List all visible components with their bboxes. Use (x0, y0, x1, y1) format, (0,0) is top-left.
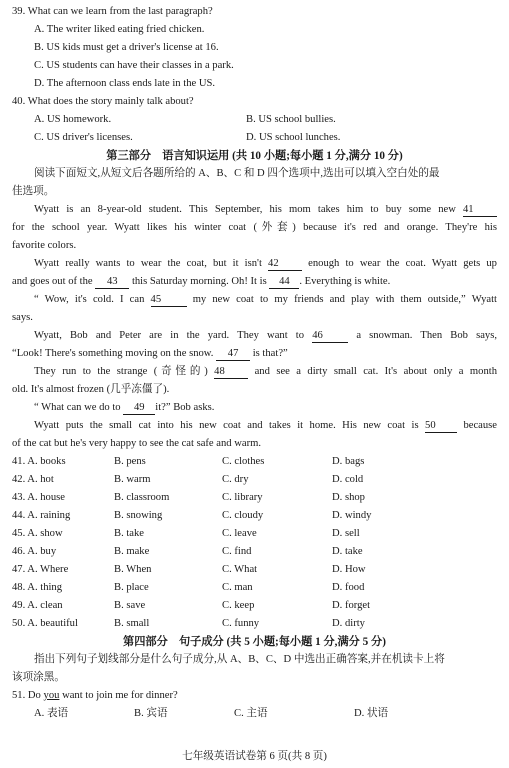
passage-line-3: favorite colors. (12, 240, 77, 251)
choice-44-b[interactable]: B. snowing (114, 510, 163, 521)
choice-45-b[interactable]: B. take (114, 528, 145, 539)
passage-text: enough to wear the coat. Wyatt gets up (308, 258, 497, 269)
choice-row-41 (12, 453, 497, 471)
choice-41-a[interactable]: 41. A. books (12, 456, 66, 467)
passage-text: . Everything is white. (299, 276, 391, 287)
passage-text: “ What can we do to (34, 402, 121, 413)
choice-48-c[interactable]: C. man (222, 582, 253, 593)
passage-line-6 (12, 291, 497, 309)
question-51-number: 51. (12, 690, 26, 701)
section-4-title: 第四部分 句子成分 (共 5 小题;每小题 1 分,满分 5 分) (123, 636, 386, 648)
section-4-instructions-line-1: 指出下列句子划线部分是什么句子成分,从 A、B、C、D 中选出正确答案,并在机读卡上将 (34, 654, 445, 665)
choices-table (12, 453, 497, 633)
blank-43: 43 (95, 275, 129, 289)
blank-47: 47 (216, 347, 250, 361)
blank-44: 44 (269, 275, 299, 289)
choice-46-c[interactable]: C. find (222, 546, 252, 557)
passage-line-4 (12, 255, 497, 273)
question-40-option-b[interactable]: B. US school bullies. (246, 114, 336, 125)
choice-42-a[interactable]: 42. A. hot (12, 474, 54, 485)
passage-text: and goes out of the (12, 276, 93, 287)
choice-47-c[interactable]: C. What (222, 564, 258, 575)
passage-line-5 (12, 273, 497, 291)
blank-42: 42 (268, 257, 302, 271)
choice-42-d[interactable]: D. cold (332, 474, 364, 485)
choice-48-d[interactable]: D. food (332, 582, 365, 593)
blank-46: 46 (312, 329, 348, 343)
question-51-stem (12, 687, 497, 705)
choice-43-a[interactable]: 43. A. house (12, 492, 65, 503)
choice-47-b[interactable]: B. When (114, 564, 152, 575)
section-4-instructions-line-2: 该项涂黑。 (12, 672, 65, 683)
choice-41-d[interactable]: D. bags (332, 456, 365, 467)
blank-49: 49 (123, 401, 155, 415)
question-51-option-a[interactable]: A. 表语 (34, 708, 69, 719)
choice-48-b[interactable]: B. place (114, 582, 149, 593)
choice-42-c[interactable]: C. dry (222, 474, 249, 485)
blank-50: 50 (425, 419, 457, 433)
choice-50-b[interactable]: B. small (114, 618, 150, 629)
question-40-options-row-1 (12, 111, 497, 129)
choice-47-a[interactable]: 47. A. Where (12, 564, 69, 575)
question-51-options (12, 705, 497, 723)
passage-line-9 (12, 345, 497, 363)
choice-row-49 (12, 597, 497, 615)
choice-row-43 (12, 489, 497, 507)
question-51-text: want to join me for dinner? (62, 690, 178, 701)
choice-row-45 (12, 525, 497, 543)
choice-row-50 (12, 615, 497, 633)
passage-line-12 (12, 399, 497, 417)
question-40-option-a[interactable]: A. US homework. (34, 114, 112, 125)
passage-text: They run to the strange (奇怪的) (34, 366, 208, 377)
choice-43-c[interactable]: C. library (222, 492, 263, 503)
passage-line-11: old. It's almost frozen (几乎冻僵了). (12, 384, 170, 395)
choice-50-c[interactable]: C. funny (222, 618, 260, 629)
passage-text: “ Wow, it's cold. I can (34, 294, 145, 305)
passage-text: Wyatt, Bob and Peter are in the yard. They want to (34, 330, 305, 341)
question-40-options-row-2 (12, 129, 497, 147)
choice-45-a[interactable]: 45. A. show (12, 528, 63, 539)
passage-text: Wyatt puts the small cat into his new coat and takes it home. His new coat is (34, 420, 419, 431)
choice-44-c[interactable]: C. cloudy (222, 510, 264, 521)
section-3-instructions-line-2: 佳选项。 (12, 186, 55, 197)
passage-line-8 (12, 327, 497, 345)
passage-text: Wyatt is an 8-year-old student. This September, his mom takes him to buy some new (34, 204, 456, 215)
question-51-option-b[interactable]: B. 宾语 (134, 708, 168, 719)
choice-44-d[interactable]: D. windy (332, 510, 372, 521)
question-39-option-b[interactable]: B. US kids must get a driver's license at 16. (34, 42, 219, 53)
choice-50-d[interactable]: D. dirty (332, 618, 365, 629)
question-39-stem: 39. What can we learn from the last paragraph? (12, 6, 213, 17)
passage-text: this Saturday morning. Oh! It is (131, 276, 267, 287)
blank-41: 41 (463, 203, 497, 217)
passage-line-2: for the school year. Wyatt likes his winter coat (外套) because it's red and orange. They're his (12, 222, 497, 233)
passage-line-1 (12, 201, 497, 219)
choice-row-44 (12, 507, 497, 525)
passage-text: my new coat to my friends and play with them outside,” Wyatt (192, 294, 497, 305)
choice-48-a[interactable]: 48. A. thing (12, 582, 63, 593)
question-40-option-c[interactable]: C. US driver's licenses. (34, 132, 133, 143)
choice-46-b[interactable]: B. make (114, 546, 150, 557)
section-3-title: 第三部分 语言知识运用 (共 10 小题;每小题 1 分,满分 10 分) (106, 150, 403, 162)
choice-45-c[interactable]: C. leave (222, 528, 257, 539)
blank-48: 48 (214, 365, 248, 379)
passage-line-7: says. (12, 312, 33, 323)
choice-50-a[interactable]: 50. A. beautiful (12, 618, 78, 629)
passage-text: is that?” (252, 348, 288, 359)
choice-44-a[interactable]: 44. A. raining (12, 510, 71, 521)
passage-line-14: of the cat but he's very happy to see the cat safe and warm. (12, 438, 261, 449)
choice-41-c[interactable]: C. clothes (222, 456, 265, 467)
choice-row-48 (12, 579, 497, 597)
choice-49-a[interactable]: 49. A. clean (12, 600, 63, 611)
question-40-stem: 40. What does the story mainly talk about? (12, 96, 194, 107)
choice-46-d[interactable]: D. take (332, 546, 363, 557)
question-39-option-d[interactable]: D. The afternoon class ends late in the US. (34, 78, 216, 89)
question-40-option-d[interactable]: D. US school lunches. (246, 132, 341, 143)
passage-text: and see a dirty small cat. It's about only a month (254, 366, 497, 377)
choice-43-b[interactable]: B. classroom (114, 492, 170, 503)
choice-49-c[interactable]: C. keep (222, 600, 255, 611)
choice-42-b[interactable]: B. warm (114, 474, 151, 485)
choice-row-42 (12, 471, 497, 489)
blank-45: 45 (151, 293, 187, 307)
page-footer: 七年级英语试卷第 6 页(共 8 页) (182, 751, 327, 762)
choice-47-d[interactable]: D. How (332, 564, 366, 575)
choice-49-b[interactable]: B. save (114, 600, 146, 611)
question-51-option-c[interactable]: C. 主语 (234, 708, 268, 719)
choice-row-46 (12, 543, 497, 561)
passage-text: because (463, 420, 498, 431)
choice-43-d[interactable]: D. shop (332, 492, 365, 503)
question-39-option-a[interactable]: A. The writer liked eating fried chicken. (34, 24, 205, 35)
passage-line-10 (12, 363, 497, 381)
choice-row-47 (12, 561, 497, 579)
choice-45-d[interactable]: D. sell (332, 528, 360, 539)
question-51-underlined-word: you (43, 690, 60, 701)
question-39-option-c[interactable]: C. US students can have their classes in a park. (34, 60, 234, 71)
choice-49-d[interactable]: D. forget (332, 600, 371, 611)
question-51-option-d[interactable]: D. 状语 (354, 708, 389, 719)
passage-line-13 (12, 417, 497, 435)
question-51-text: Do (27, 690, 41, 701)
passage-text: a snowman. Then Bob says, (356, 330, 497, 341)
passage-text: Wyatt really wants to wear the coat, but it isn't (34, 258, 262, 269)
choice-41-b[interactable]: B. pens (114, 456, 146, 467)
section-3-instructions-line-1: 阅读下面短文,从短文后各题所给的 A、B、C 和 D 四个选项中,选出可以填入空白处的最 (34, 168, 440, 179)
passage-text: “Look! There's something moving on the snow. (12, 348, 214, 359)
passage-text: it?” Bob asks. (155, 402, 215, 413)
choice-46-a[interactable]: 46. A. buy (12, 546, 57, 557)
